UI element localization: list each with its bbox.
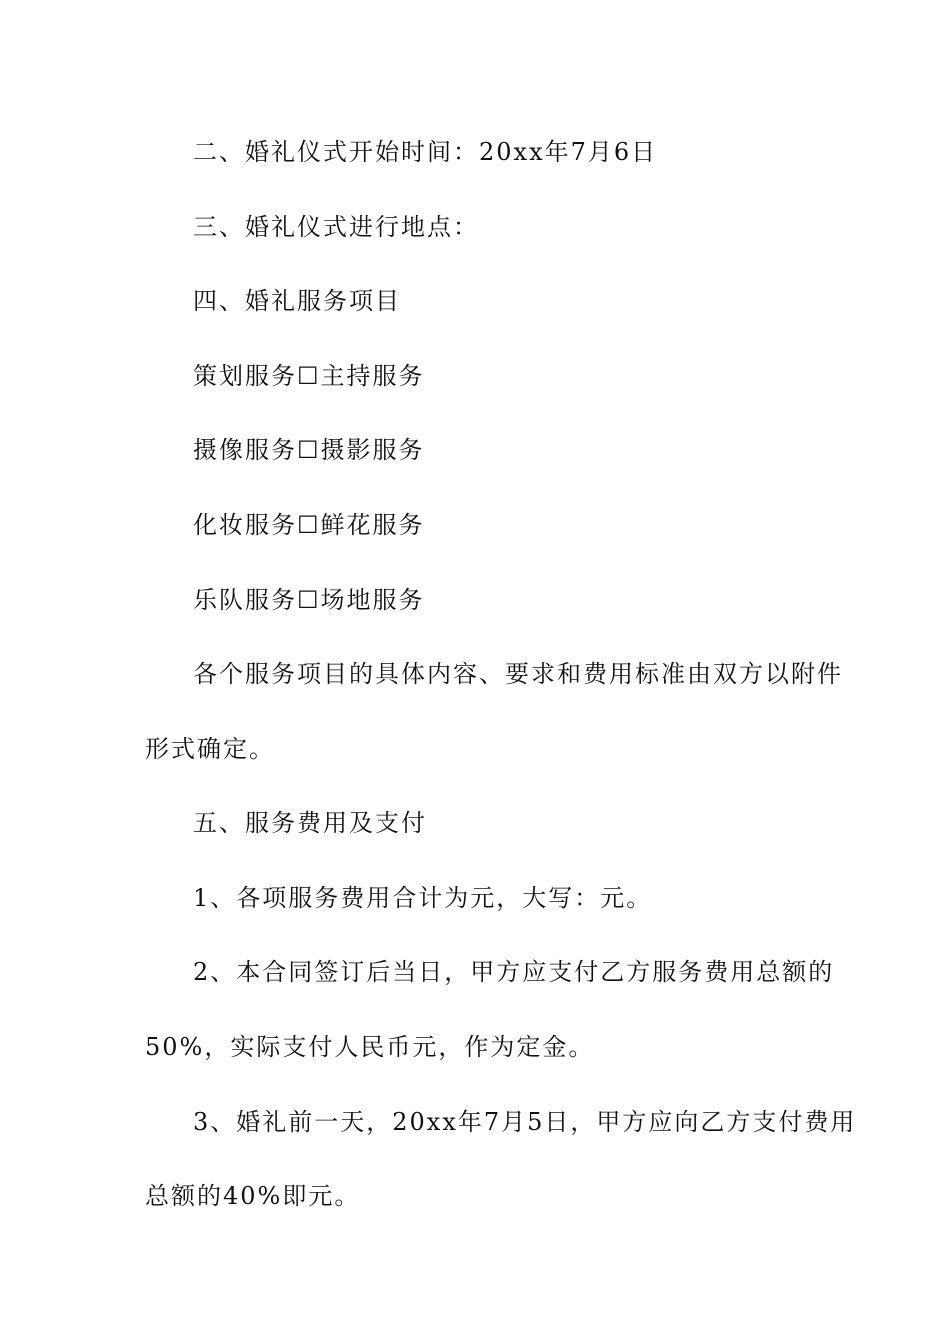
paragraph-service-details-line2: 形式确定。 [145, 735, 275, 763]
paragraph-service-details-line1: 各个服务项目的具体内容、要求和费用标准由双方以附件 [193, 660, 843, 688]
clause-2-deposit-line1: 2、本合同签订后当日，甲方应支付乙方服务费用总额的 [193, 958, 835, 986]
service-item-video-photo: 摄像服务☐摄影服务 [193, 436, 425, 464]
section-service-items-heading: 四、婚礼服务项目 [193, 287, 401, 315]
section-ceremony-location: 三、婚礼仪式进行地点： [193, 213, 479, 241]
clause-1-total-fee: 1、各项服务费用合计为元，大写：元。 [193, 884, 653, 912]
service-item-makeup-flowers: 化妆服务☐鲜花服务 [193, 511, 425, 539]
clause-3-prepayment-line1: 3、婚礼前一天，20xx年7月5日，甲方应向乙方支付费用 [193, 1108, 857, 1136]
clause-3-prepayment-line2: 总额的40%即元。 [145, 1182, 361, 1210]
service-item-band-venue: 乐队服务☐场地服务 [193, 586, 425, 614]
section-ceremony-start-time: 二、婚礼仪式开始时间：20xx年7月6日 [193, 138, 658, 166]
section-fees-payment-heading: 五、服务费用及支付 [193, 809, 427, 837]
service-item-planning-hosting: 策划服务☐主持服务 [193, 362, 425, 390]
clause-2-deposit-line2: 50%，实际支付人民币元，作为定金。 [145, 1033, 595, 1061]
